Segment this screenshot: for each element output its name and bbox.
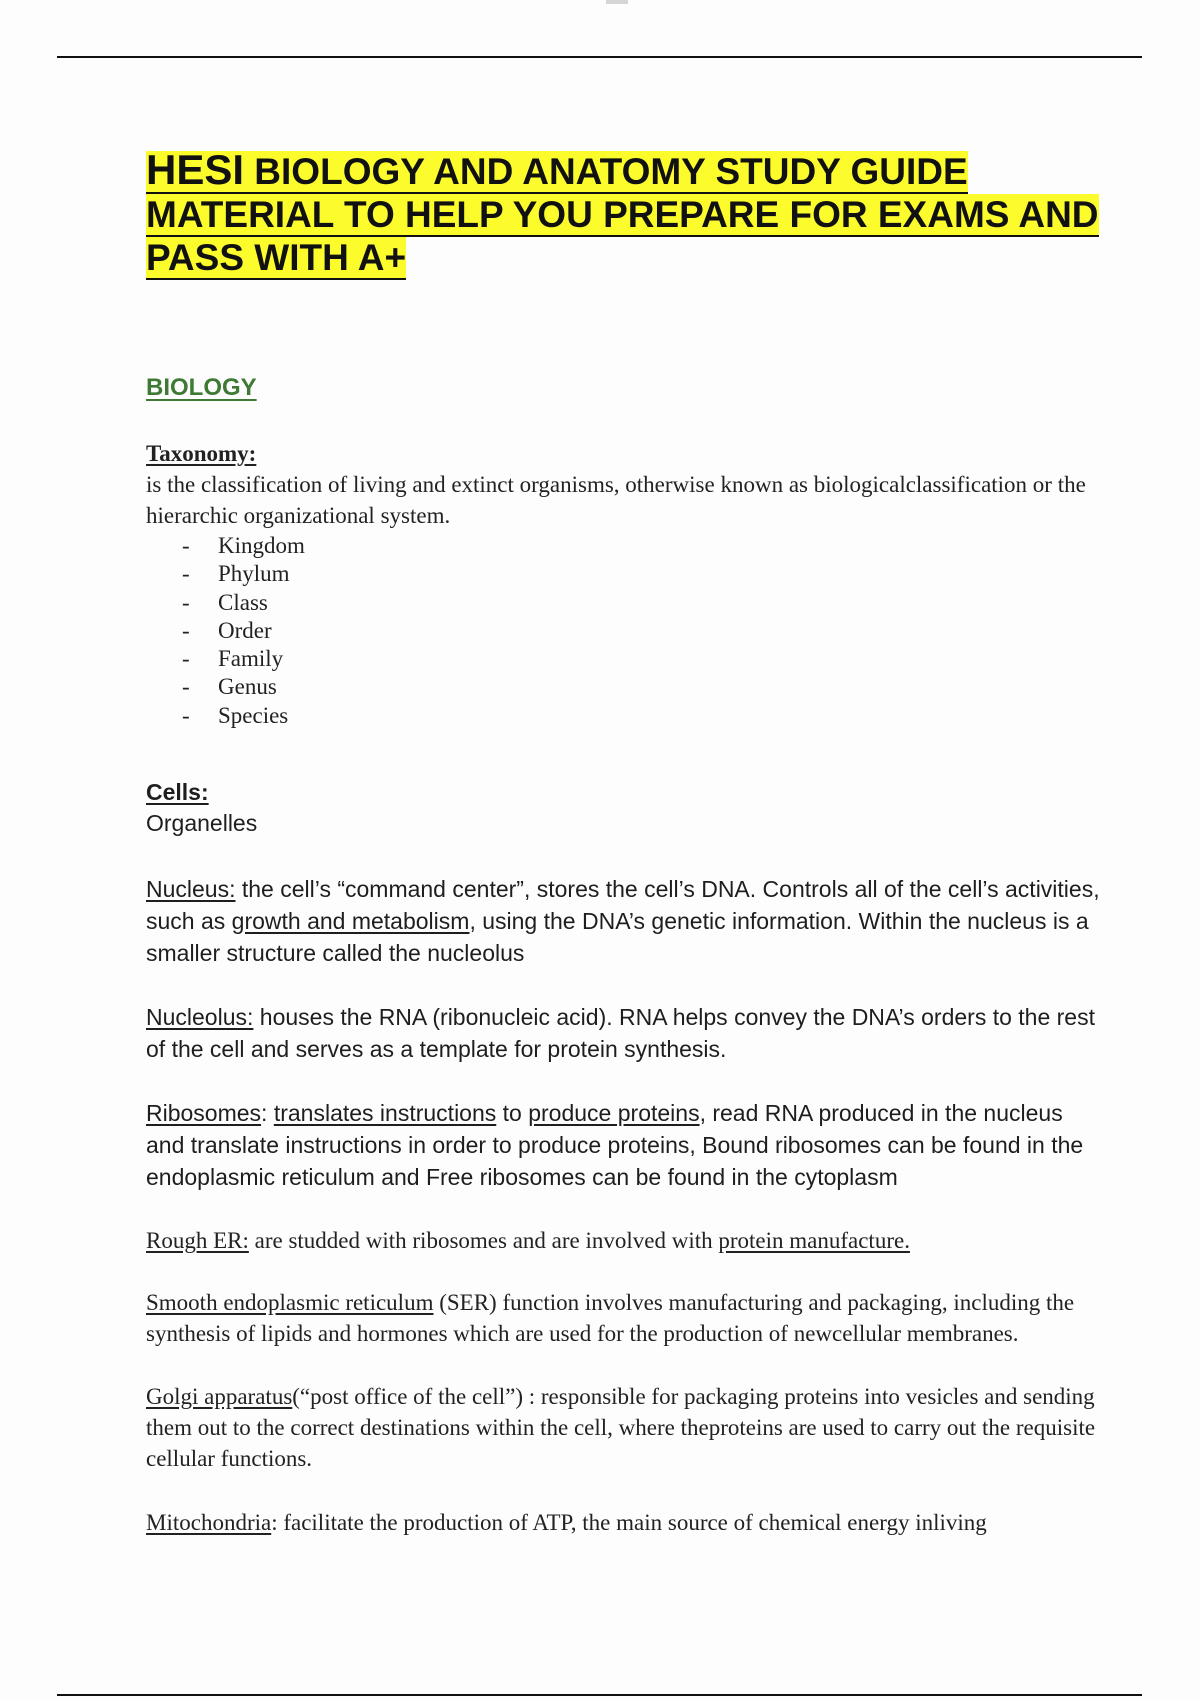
golgi-paragraph: Golgi apparatus(“post office of the cell”) : responsible for packaging proteins into vesicles and sending them out to the correct destinations within the cell, where theproteins are used to carry out the requisite cellular functions. xyxy=(146,1384,1096,1471)
ser-term: Smooth endoplasmic reticulum xyxy=(146,1290,434,1315)
translates-instructions-term: translates instructions xyxy=(273,1100,497,1126)
header-rule xyxy=(57,56,1142,58)
organelles-subheading: Organelles xyxy=(146,810,258,836)
nucleolus-paragraph: Nucleolus: houses the RNA (ribonucleic acid). RNA helps convey the DNA’s orders to the rest of the cell and serves as a template for protein synthesis. xyxy=(146,1004,1095,1062)
cells-heading: Cells: xyxy=(146,779,209,805)
nucleolus-term: Nucleolus: xyxy=(146,1004,254,1030)
list-item: - Family xyxy=(182,646,284,672)
page-top-marker xyxy=(606,0,628,4)
list-item: - Species xyxy=(182,702,289,728)
list-item: - Phylum xyxy=(182,561,290,587)
document-title: HESI BIOLOGY AND ANATOMY STUDY GUIDE MATERIAL TO HELP YOU PREPARE FOR EXAMS AND PASS WITH A+ xyxy=(146,146,1099,278)
rough-er-term: Rough ER: xyxy=(146,1228,249,1253)
ribosomes-paragraph: Ribosomes: translates instructions to produce proteins, read RNA produced in the nucleus and translate instructions in order to produce proteins, Bound ribosomes can be found in the endoplasmic reticulum and Free ribosomes can be found in the cytoplasm xyxy=(146,1100,1084,1190)
list-item: - Kingdom xyxy=(182,533,305,558)
produce-proteins-term: produce proteins xyxy=(528,1100,700,1126)
section-heading-biology: BIOLOGY xyxy=(146,374,257,401)
rough-er-paragraph: Rough ER: are studded with ribosomes and are involved with protein manufacture. xyxy=(146,1228,910,1253)
nucleus-paragraph: Nucleus: the cell’s “command center”, stores the cell’s DNA. Controls all of the cell’s activities, such as growth and metabolism, using the DNA’s genetic information. Within the nucleus is a smaller structure called the nucleolus xyxy=(146,876,1100,966)
taxonomy-definition: is the classification of living and extinct organisms, otherwise known as biologicalclassification or the hierarchic organizational system. xyxy=(146,472,1086,528)
mitochondria-paragraph: Mitochondria: facilitate the production of ATP, the main source of chemical energy inliving xyxy=(146,1510,987,1535)
nucleus-term: Nucleus: xyxy=(146,876,236,902)
ribosomes-term: Ribosomes xyxy=(146,1100,262,1126)
protein-manufacture-term: protein manufacture. xyxy=(718,1228,910,1253)
growth-metabolism-term: growth and metabolism xyxy=(231,908,470,934)
taxonomy-rank-list xyxy=(146,532,305,730)
footer-rule xyxy=(57,1694,1142,1696)
list-item: - Genus xyxy=(182,674,277,700)
ser-paragraph: Smooth endoplasmic reticulum (SER) function involves manufacturing and packaging, including the synthesis of lipids and hormones which are used for the production of newcellular membranes. xyxy=(146,1290,1075,1346)
list-item: - Order xyxy=(182,617,272,643)
taxonomy-heading: Taxonomy: xyxy=(146,441,257,466)
golgi-term: Golgi apparatus xyxy=(146,1384,293,1409)
mitochondria-term: Mitochondria xyxy=(146,1510,272,1535)
list-item: - Class xyxy=(182,589,268,615)
